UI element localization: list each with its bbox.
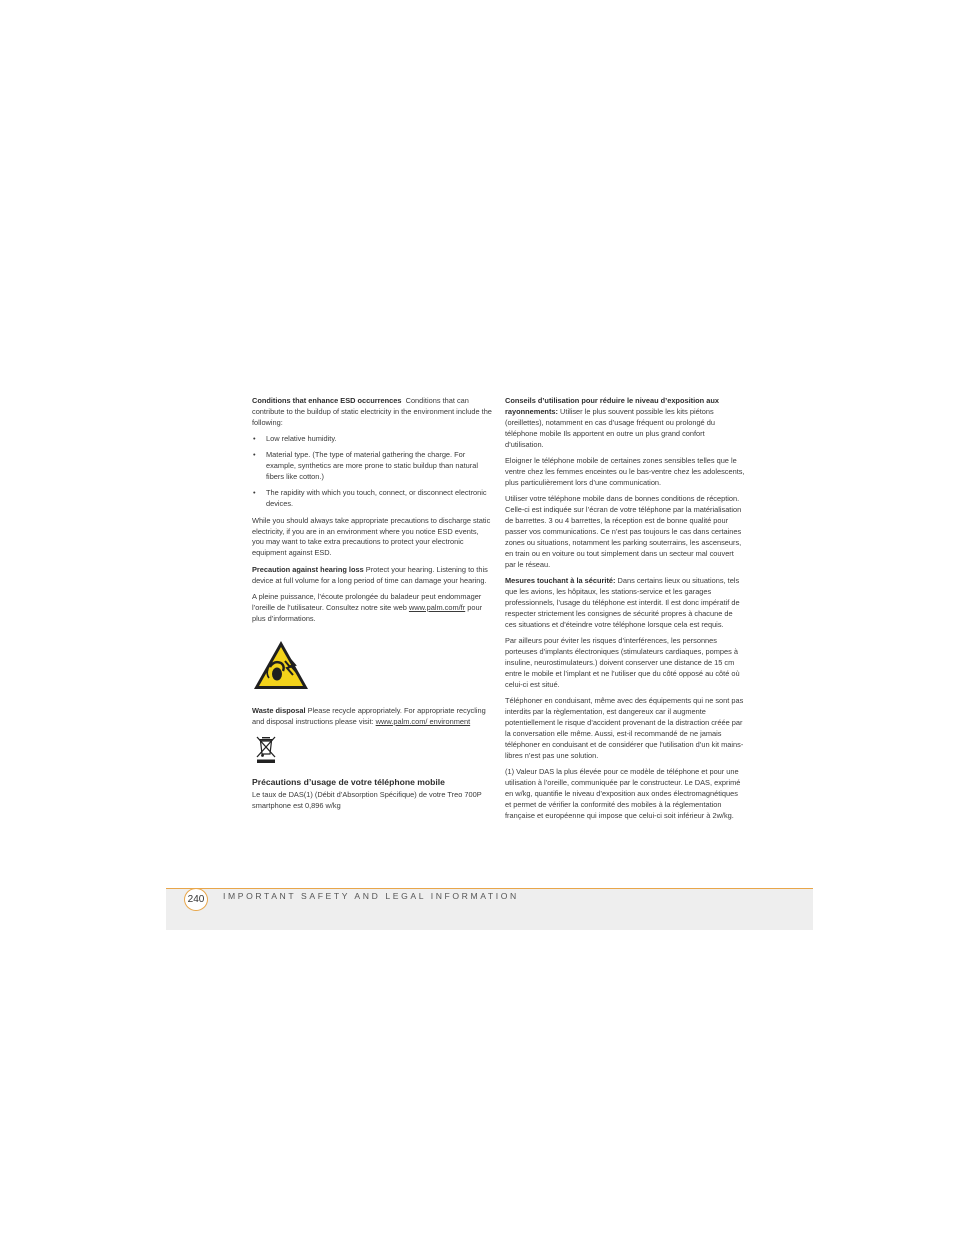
palm-environment-link[interactable]: www.palm.com/ environment xyxy=(375,716,471,726)
esd-title: Conditions that enhance ESD occurrences xyxy=(252,396,402,405)
palm-fr-link[interactable]: www.palm.com/fr xyxy=(408,603,466,612)
das-paragraph: Le taux de DAS(1) (Débit d’Absorption Spécifique) de votre Treo 700P smartphone est 0,896 w/kg xyxy=(252,789,482,810)
hearing-title: Precaution against hearing loss xyxy=(252,564,364,574)
driving-paragraph: Téléphoner en conduisant, même avec des équipements qui ne sont pas interdits par la règlementation, est dangereux car il augmente potentiellement le risque d’accident provenant de la distraction créée par la conversation elle même. Aussi, est-il recommandé de ne jamais téléphoner en conduisant et de considérer que l’utilisation d’un kit mains-libres n’est pas une solution. xyxy=(505,696,744,760)
recycle-icon-wrapper xyxy=(256,734,492,764)
waste-text: Please recycle appropriately. For appropriate recycling and disposal instructions please visit: xyxy=(252,705,486,726)
hearing-paragraph xyxy=(252,565,492,587)
waste-paragraph xyxy=(252,706,492,728)
precautions-heading: Précautions d’usage de votre téléphone mobile xyxy=(252,776,445,787)
esd-text: Conditions that can contribute to the buildup of static electricity in the environment include the following: xyxy=(252,396,492,427)
esd-precaution-paragraph: While you should always take appropriate precautions to discharge static electricity, if you are in an environment where you notice ESD events, you may want to take extra precautions to protect your electronic equipment against ESD. xyxy=(252,515,491,558)
mesures-paragraph xyxy=(505,576,745,631)
conseils-title: Conseils d’utilisation pour réduire le niveau d’exposition aux rayonnements: xyxy=(505,396,719,416)
zones-paragraph: Eloigner le téléphone mobile de certaines zones sensibles telles que le ventre chez les femmes enceintes ou le bas-ventre chez les adolescents, plus particulièrement lors d’une communication. xyxy=(505,456,745,487)
waste-title: Waste disposal xyxy=(252,705,306,715)
hearing-fr-end: pour plus d’informations. xyxy=(252,603,483,623)
esd-bullet-list xyxy=(252,434,492,509)
esd-paragraph xyxy=(252,396,492,429)
mesures-title: Mesures touchant à la sécurité: xyxy=(505,576,616,586)
footer-section-title: IMPORTANT SAFETY AND LEGAL INFORMATION xyxy=(223,891,519,901)
das-footnote-paragraph: (1) Valeur DAS la plus élevée pour ce modèle de téléphone et pour une utilisation à l’oreille, communiquée par le constructeur. Le DAS, exprimé en w/kg, quantifie le niveau d’exposition aux ondes électromagnétiques et permet de vérifier la conformité des mobiles à la réglementation française et européenne qui impose que celui-ci soit inférieur à 2w/kg. xyxy=(505,767,741,820)
list-item: • Low relative humidity. xyxy=(252,434,492,445)
conseils-paragraph xyxy=(505,396,745,451)
warning-icon-wrapper xyxy=(252,639,492,691)
right-column xyxy=(505,396,745,827)
list-item: • The rapidity with which you touch, connect, or disconnect electronic devices. xyxy=(252,488,492,510)
hearing-fr-paragraph xyxy=(252,592,492,625)
list-item: • Material type. (The type of material gathering the charge. For example, synthetics are more prone to static buildup than natural fibers like cotton.) xyxy=(252,450,492,483)
mesures-text: Dans certains lieux ou situations, tels que les avions, les hôpitaux, les stations-service et les garages professionnels, l’usage du téléphone est interdit. Il est donc impératif de respecter strictement les consignes de sécurité propres à chacune de ces situations et d’éteindre votre téléphone lorsque cela est requis. xyxy=(505,576,740,629)
interferences-paragraph: Par ailleurs pour éviter les risques d’interférences, les personnes porteuses d’implants électroniques (stimulateurs cardiaques, pompes à insuline, neurostimulateurs.) doivent conserver une distance de 15 cm entre le mobile et l’implant et ne l’utiliser que du côté opposé au côté où celui-ci est situé. xyxy=(505,636,740,689)
hearing-loss-warning-icon xyxy=(252,639,310,691)
reception-paragraph: Utiliser votre téléphone mobile dans de bonnes conditions de réception. Celle-ci est indiquée sur l’écran de votre téléphone par la matérialisation de barrettes. 3 ou 4 barrettes, la réception est de bonne qualité pour passer vos communications. Ce n’est pas toujours le cas dans certaines zones ou situations, notamment les parking souterrains, les ascenseurs, en train ou en voiture ou tout simplement dans un secteur mal couvert par le réseau. xyxy=(505,494,742,569)
left-column xyxy=(252,396,492,817)
hearing-text: Protect your hearing. Listening to this device at full volume for a long period of time can damage your hearing. xyxy=(252,564,488,585)
crossed-out-wheeled-bin-icon xyxy=(256,734,276,764)
hearing-fr-text: A pleine puissance, l’écoute prolongée du baladeur peut endommager l’oreille de l’utilisateur. Consultez notre site web xyxy=(252,592,482,612)
conseils-text: Utiliser le plus souvent possible les kits piétons (oreillettes), notamment en cas d’usage fréquent ou prolongé du téléphone mobile Ils apportent en outre un plus grand confort d’utilisation. xyxy=(505,406,715,449)
page-footer xyxy=(166,888,813,930)
page-number: 240 xyxy=(184,888,208,911)
